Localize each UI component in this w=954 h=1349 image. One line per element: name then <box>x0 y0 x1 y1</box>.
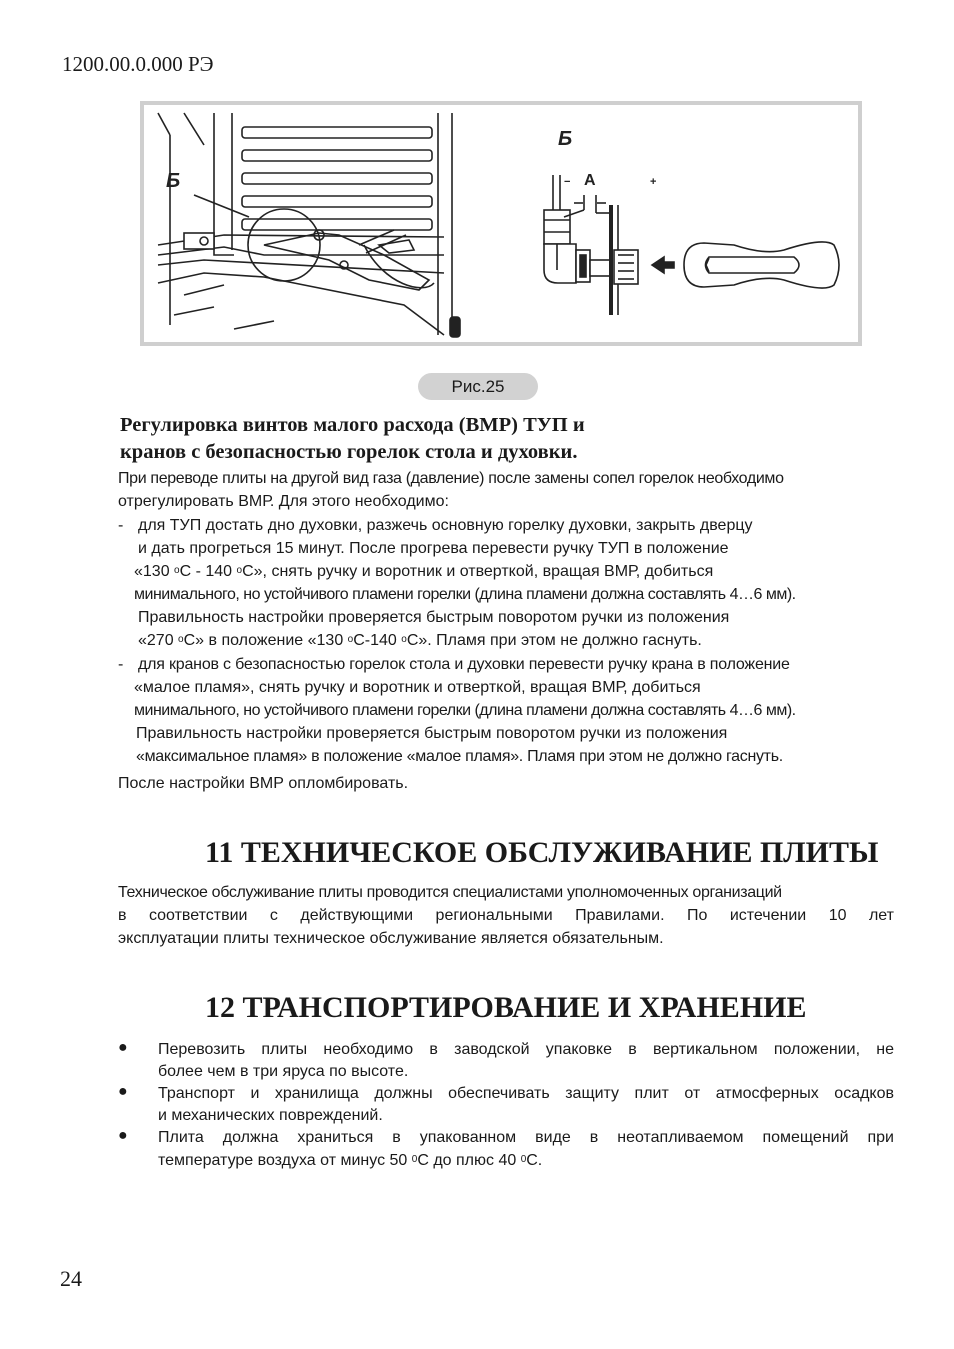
item1-line-1: для ТУП достать дно духовки, разжечь основную горелку духовки, закрыть дверцу <box>138 517 753 534</box>
intro-line-2: отрегулировать ВМР. Для этого необходимо: <box>118 493 449 510</box>
page-number: 24 <box>60 1266 82 1291</box>
figure-label-a: А <box>584 172 596 189</box>
item1-line-2: и дать прогреться 15 минут. После прогрева перевести ручку ТУП в положение <box>138 540 729 557</box>
intro-line-1: При переводе плиты на другой вид газа (давление) после замены сопел горелок необходимо <box>118 470 784 487</box>
item1-line-4: минимального, но устойчивого пламени горелки (длина пламени должна составлять 4…6 мм). <box>134 586 796 603</box>
bullet-2: ● <box>118 1083 128 1100</box>
section12-title: 12 ТРАНСПОРТИРОВАНИЕ И ХРАНЕНИЕ <box>205 991 807 1024</box>
item2-line-2: «малое пламя», снять ручку и воротник и отверткой, вращая ВМР, добиться <box>134 679 701 696</box>
bullet-3: ● <box>118 1127 128 1144</box>
bullet3-line-2: температуре воздуха от минус 50 $^0$С до плюс 40 $^0$С. <box>158 1152 543 1169</box>
section11-title: 11 ТЕХНИЧЕСКОЕ ОБСЛУЖИВАНИЕ ПЛИТЫ <box>205 836 879 869</box>
figure-sign-minus: − <box>564 176 571 188</box>
list-dash-2: - <box>118 656 124 673</box>
item2-line-4: Правильность настройки проверяется быстрым поворотом ручки из положения <box>136 725 728 742</box>
bullet3-line-1: Плита должна храниться в упакованном виде в неотапливаемом помещений при <box>158 1129 894 1146</box>
bullet1-line-1: Перевозить плиты необходимо в заводской упаковке в вертикальном положении, не <box>158 1041 894 1058</box>
item2-line-3: минимального, но устойчивого пламени горелки (длина пламени должна составлять 4…6 мм). <box>134 702 796 719</box>
item2-line-5: «максимальное пламя» в положение «малое пламя». Пламя при этом не должно гаснуть. <box>136 748 783 765</box>
document-id: 1200.00.0.000 РЭ <box>62 52 214 76</box>
outro: После настройки ВМР опломбировать. <box>118 775 409 792</box>
figure-label-b-left: Б <box>166 170 181 192</box>
item1-line-3: «130 $^o$С - 140 $^o$С», снять ручку и воротник и отверткой, вращая ВМР, добиться <box>134 563 714 580</box>
figure-caption: Рис.25 <box>418 373 538 400</box>
list-dash-1: - <box>118 517 124 534</box>
figure-label-b-right: Б <box>558 128 573 150</box>
section-bmp-title-line2: кранов с безопасностью горелок стола и духовки. <box>120 441 578 463</box>
bullet1-line-2: более чем в три яруса по высоте. <box>158 1063 409 1080</box>
item1-line-6: «270 $^o$С» в положение «130 $^o$С-140 $^o$С». Пламя при этом не должно гаснуть. <box>138 632 702 649</box>
section11-line-1: Техническое обслуживание плиты проводится специалистами уполномоченных организаций <box>118 884 782 901</box>
figure-sign-plus: + <box>650 176 657 188</box>
figure-25 <box>140 101 862 346</box>
item2-line-1: для кранов с безопасностью горелок стола и духовки перевести ручку крана в положение <box>138 656 790 673</box>
section11-line-2: в соответствии с действующими региональными Правилами. По истечении 10 лет <box>118 907 894 924</box>
bullet2-line-1: Транспорт и хранилища должны обеспечивать защиту плит от атмосферных осадков <box>158 1085 894 1102</box>
bullet-1: ● <box>118 1039 128 1056</box>
bullet2-line-2: и механических повреждений. <box>158 1107 383 1124</box>
burner-adjustment-drawing <box>144 105 858 342</box>
item1-line-5: Правильность настройки проверяется быстрым поворотом ручки из положения <box>138 609 730 626</box>
section11-line-3: эксплуатации плиты техническое обслуживание является обязательным. <box>118 930 664 947</box>
section-bmp-title-line1: Регулировка винтов малого расхода (ВМР) ТУП и <box>120 414 585 436</box>
